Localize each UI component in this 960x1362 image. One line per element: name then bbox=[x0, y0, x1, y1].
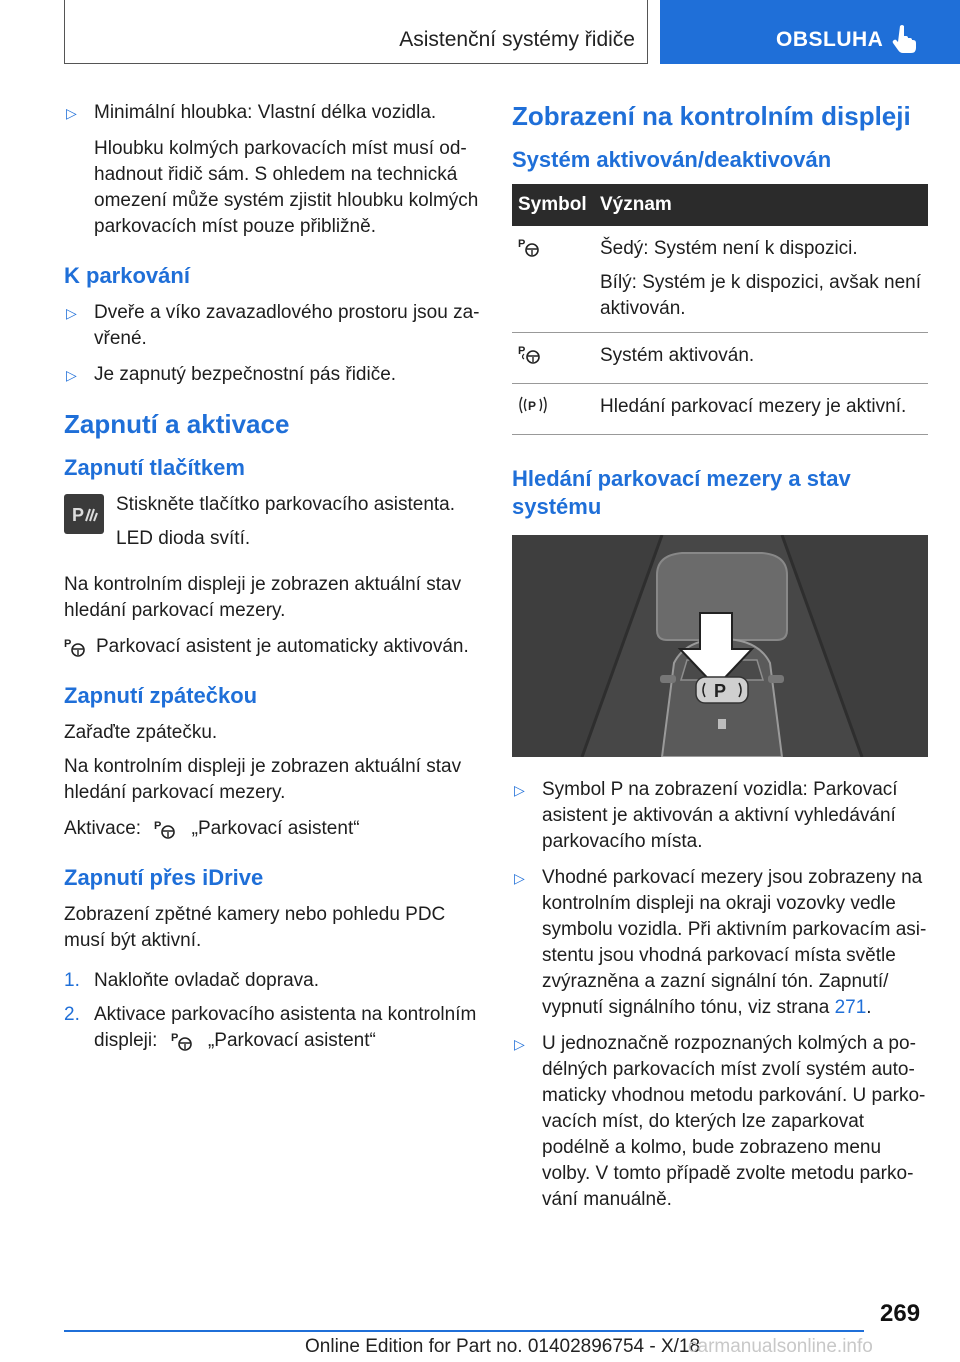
paragraph: Zobrazení zpětné kamery nebo pohledu PDC musí být aktivní. bbox=[64, 904, 446, 951]
paragraph: Hloubku kolmých parkovacích míst musí odhadnout řidič sám. S ohledem na technická omezení může systém zjistit hloubku kolmých parkovacích míst pouze přibližně. bbox=[94, 138, 479, 237]
heading-search-status: Hledání parkovací mezery a stav systému bbox=[512, 466, 851, 519]
list-item: ▷ Symbol P na zobrazení vozidla: Parkovací asistent je aktivován a aktivní vyhledávání parkovacího místa. bbox=[514, 779, 898, 852]
pointing-hand-icon bbox=[892, 24, 918, 54]
paragraph: Aktivace: P „Parkovací asistent“ bbox=[64, 818, 360, 839]
table-row bbox=[512, 226, 928, 333]
section-title: Asistenční systémy řidiče bbox=[399, 28, 635, 51]
numbered-step: 1. Nakloňte ovladač doprava. bbox=[64, 970, 319, 991]
list-item: ▷ U jednoznačně rozpoznaných kolmých a podélných parkovacích míst zvolí systém automaticky vhodnou metodu parkování. U parkovacích míst, do kterých lze zaparkovat podélně a kolmo, bude zobrazeno menu volby. V tomto případě zvolte metodu parkování manuálně. bbox=[514, 1033, 926, 1210]
svg-text:P: P bbox=[528, 399, 537, 413]
park-assist-icon bbox=[518, 236, 542, 258]
cell-text: Hledání parkovací mezery je aktivní. bbox=[594, 384, 928, 435]
symbol-table bbox=[512, 184, 928, 435]
left-column bbox=[64, 100, 482, 1062]
triangle-bullet-icon: ▷ bbox=[514, 782, 525, 798]
heading-by-idrive: Zapnutí přes iDrive bbox=[64, 865, 264, 890]
svg-text:P: P bbox=[154, 819, 162, 832]
numbered-step: 2. Aktivace parkovacího asistenta na kontrolním displeji: P „Parkovací asistent“ bbox=[64, 1004, 477, 1051]
triangle-bullet-icon: ▷ bbox=[514, 870, 525, 886]
button-instruction bbox=[64, 492, 482, 562]
table-row bbox=[512, 333, 928, 384]
paragraph: Zařaďte zpátečku. bbox=[64, 722, 218, 743]
heading-system-status: Systém aktivován/deaktivován bbox=[512, 147, 832, 172]
paragraph: Na kontrolním displeji je zobrazen aktuální stav hledání parkovací mezery. bbox=[64, 756, 462, 803]
park-assist-icon bbox=[171, 1030, 195, 1052]
triangle-bullet-icon: ▷ bbox=[66, 305, 77, 321]
table-header-symbol: Symbol bbox=[512, 184, 594, 226]
paragraph: Na kontrolním displeji je zobrazen aktuální stav hledání parkovací mezery. bbox=[64, 574, 462, 621]
footer-edition: Online Edition for Part no. 01402896754 - X/18 bbox=[305, 1336, 701, 1357]
paragraph: Stiskněte tlačítko parkovacího asistenta. bbox=[116, 494, 456, 515]
svg-text:P: P bbox=[518, 238, 526, 250]
right-column bbox=[512, 100, 928, 1223]
page-link[interactable]: 271 bbox=[834, 997, 867, 1018]
running-header bbox=[64, 0, 648, 64]
list-item: ▷ Dveře a víko zavazadlového prostoru jsou zavřené. bbox=[66, 302, 480, 349]
footer-rule bbox=[64, 1330, 864, 1332]
triangle-bullet-icon: ▷ bbox=[66, 105, 77, 121]
heading-display: Zobrazení na kontrolním displeji bbox=[512, 101, 911, 131]
park-assist-icon bbox=[64, 636, 88, 658]
parking-display-figure bbox=[512, 535, 928, 757]
list-item: ▷ Vhodné parkovací mezery jsou zobrazeny na kontrolním displeji na okraji vozovky vedle symbolu vozidla. Při aktivním parkovacím asistentu jsou vhodná parkovací místa světle zvýrazněna a zazní signální tón. Zapnutí/ vypnutí signálního tónu, viz strana 271. bbox=[514, 867, 927, 1018]
svg-text:P: P bbox=[64, 637, 72, 650]
park-assist-button-icon bbox=[64, 494, 104, 534]
heading-switch-on: Zapnutí a aktivace bbox=[64, 409, 290, 439]
heading-parking: K parkování bbox=[64, 263, 190, 288]
page-number: 269 bbox=[880, 1300, 921, 1327]
chapter-label: OBSLUHA bbox=[776, 28, 884, 51]
list-item: ▷ Minimální hloubka: Vlastní délka vozidla. bbox=[64, 100, 482, 126]
svg-text:P: P bbox=[714, 681, 727, 701]
triangle-bullet-icon: ▷ bbox=[514, 1036, 525, 1052]
chapter-tab bbox=[660, 0, 960, 64]
paragraph: LED dioda svítí. bbox=[116, 528, 251, 549]
parking-search-icon bbox=[518, 394, 548, 416]
svg-text:P: P bbox=[170, 1031, 178, 1044]
park-assist-icon bbox=[154, 818, 178, 840]
triangle-bullet-icon: ▷ bbox=[66, 367, 77, 383]
watermark: carmanualsonline.info bbox=[688, 1336, 873, 1357]
table-row bbox=[512, 384, 928, 435]
svg-text:P: P bbox=[518, 345, 526, 357]
heading-by-reverse: Zapnutí zpátečkou bbox=[64, 683, 258, 708]
table-header-meaning: Význam bbox=[594, 184, 928, 226]
cell-text: Systém aktivován. bbox=[594, 333, 928, 384]
svg-text:P: P bbox=[72, 505, 85, 525]
heading-by-button: Zapnutí tlačítkem bbox=[64, 455, 245, 480]
cell-text: Bílý: Systém je k dispozici, avšak není aktivován. bbox=[600, 272, 922, 319]
park-assist-active-icon bbox=[518, 343, 544, 365]
cell-text: Šedý: Systém není k dispozici. bbox=[600, 238, 858, 259]
list-item: ▷ Je zapnutý bezpečnostní pás řidiče. bbox=[64, 362, 482, 388]
paragraph: P Parkovací asistent je automaticky aktivován. bbox=[64, 636, 469, 657]
parking-display-illustration bbox=[512, 535, 928, 757]
